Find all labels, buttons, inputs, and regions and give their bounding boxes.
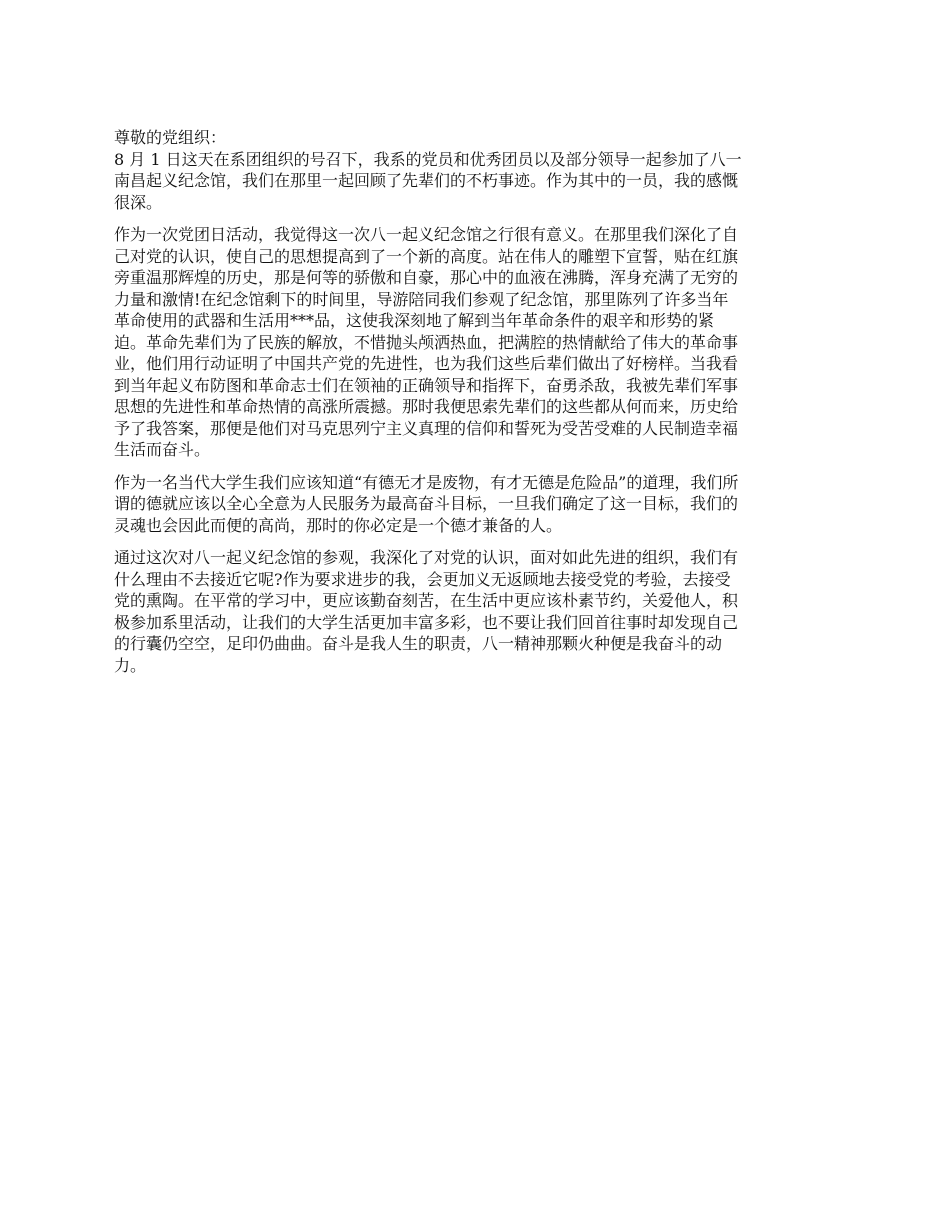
paragraph-line: 己对党的认识，使自己的思想提高到了一个新的高度。站在伟人的雕塑下宣誓，贴在红旗 [114,246,739,266]
paragraph-line: 作为一名当代大学生我们应该知道“有德无才是废物，有才无德是危险品”的道理，我们所 [114,472,739,492]
paragraph-line: 很深。 [114,192,163,212]
paragraph-line: 旁重温那辉煌的历史，那是何等的骄傲和自豪，那心中的血液在沸腾，浑身充满了无穷的 [114,268,739,287]
paragraph-line: 力量和激情!在纪念馆剩下的时间里，导游陪同我们参观了纪念馆，那里陈列了许多当年 [114,289,729,309]
paragraph-line: 灵魂也会因此而便的高尚，那时的你必定是一个德才兼备的人。 [114,515,563,535]
paragraph-line: 党的熏陶。在平常的学习中，更应该勤奋刻苦，在生活中更应该朴素节约，关爱他人，积 [114,591,739,610]
paragraph-line: 革命使用的武器和生活用***品，这使我深刻地了解到当年革命条件的艰辛和形势的紧 [114,311,715,330]
paragraph-line: 8 月 1 日这天在系团组织的号召下，我系的党员和优秀团员以及部分领导一起参加了八一 [114,149,742,169]
paragraph-2 [114,224,840,461]
paragraph-3 [114,472,840,537]
paragraph-line: 予了我答案，那便是他们对马克思列宁主义真理的信仰和誓死为受苦受难的人民制造幸福 [114,418,739,438]
paragraph-line: 生活而奋斗。 [114,440,211,459]
paragraph-line: 业，他们用行动证明了中国共产党的先进性，也为我们这些后辈们做出了好榜样。当我看 [114,354,739,373]
paragraph-line: 作为一次党团日活动，我觉得这一次八一起义纪念馆之行很有意义。在那里我们深化了自 [114,225,739,244]
paragraph-line: 南昌起义纪念馆，我们在那里一起回顾了先辈们的不朽事迹。作为其中的一员，我的感慨 [114,171,739,190]
salutation: 尊敬的党组织： [114,128,227,147]
paragraph-line: 极参加系里活动，让我们的大学生活更加丰富多彩，也不要让我们回首往事时却发现自己 [114,612,739,632]
paragraph-line: 力。 [114,655,147,675]
paragraph-line: 什么理由不去接近它呢?作为要求进步的我，会更加义无返顾地去接受党的考验，去接受 [114,569,731,589]
paragraph-line: 迫。革命先辈们为了民族的解放，不惜抛头颅洒热血，把满腔的热情献给了伟大的革命事 [114,332,739,352]
paragraph-line: 的行囊仍空空，足印仍曲曲。奋斗是我人生的职责，八一精神那颗火种便是我奋斗的动 [114,634,723,653]
paragraph-line: 谓的德就应该以全心全意为人民服务为最高奋斗目标，一旦我们确定了这一目标，我们的 [114,494,739,513]
paragraph-line: 到当年起义布防图和革命志士们在领袖的正确领导和指挥下，奋勇杀敌，我被先辈们军事 [114,375,739,395]
document-body [114,127,840,687]
paragraph-line: 通过这次对八一起义纪念馆的参观，我深化了对党的认识，面对如此先进的组织，我们有 [114,548,739,567]
paragraph-1 [114,149,840,214]
paragraph-4 [114,547,840,676]
paragraph-line: 思想的先进性和革命热情的高涨所震撼。那时我便思索先辈们的这些都从何而来，历史给 [114,397,739,416]
